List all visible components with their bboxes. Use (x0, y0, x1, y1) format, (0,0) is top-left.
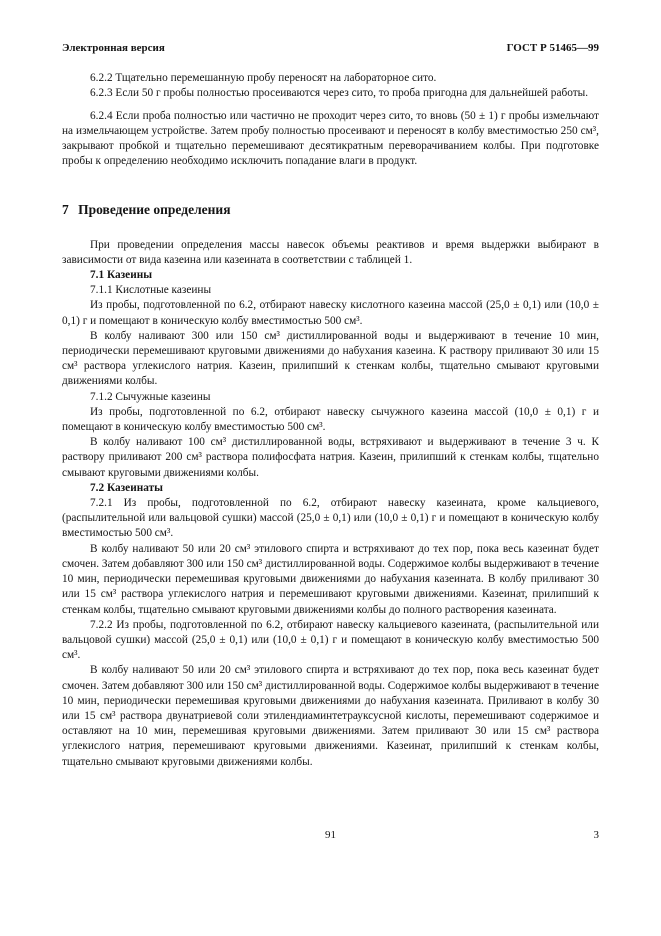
section-number: 7 (62, 202, 69, 218)
section-7-heading (62, 202, 599, 217)
paragraph-6-2-4: 6.2.4 Если проба полностью или частично не проходит через сито, то вновь (50 ± 1) г пробы измельчают на измельчающем устройстве. Затем пробу полностью просеивают и переносят в колбу вместимостью 250 см³, закрывают пробкой и тщательно перемешивают десятикратным переворачиванием колбы. При подготовке пробы к определению необходимо исключить попадание влаги в продукт. (62, 109, 599, 168)
section-7-intro: При проведении определения массы навесок объемы реактивов и время выдержки выбирают в зависимости от вида казеина или казеината в соответствии с таблицей 1. (62, 238, 599, 266)
subsection-7-2-title: 7.2 Казеинаты (90, 481, 163, 494)
paragraph-6-2-2: 6.2.2 Тщательно перемешанную пробу переносят на лабораторное сито. (90, 72, 437, 85)
header-standard-number: ГОСТ Р 51465—99 (506, 42, 599, 54)
paragraph-7-2-2-b: В колбу наливают 50 или 20 см³ этилового спирта и встряхивают до тех пор, пока весь казеинат будет смочен. Затем добавляют 300 или 150 см³ дистиллированной воды. Содержимое колбы выдерживают в течение 10 мин, периодически перемешивая круговыми движениями до набухания казеината. Приливают в колбу 30 или 15 см³ раствора двунатриевой соли этилендиаминтетрауксусной кислоты, перемешивают содержимое и оставляют на 10 мин, перемешивая круговыми движениями. Затем приливают 30 или 15 см³ раствора углекислого натрия, перемешивают круговыми движениями. Казеинат, прилипший к стенкам колбы, тщательно смывают круговыми движениями колбы. (62, 664, 599, 768)
paragraph-7-2-2-a: 7.2.2 Из пробы, подготовленной по 6.2, отбирают навеску кальциевого казеината, (распылительной или вальцовой сушки) массой (25,0 ± 0,1) или (10,0 ± 0,1) г и помещают в коническую колбу вместимостью 500 см³. (62, 618, 599, 662)
paragraph-7-2-1-b: В колбу наливают 50 или 20 см³ этилового спирта и встряхивают до тех пор, пока весь казеинат будет смочен. Затем добавляют 300 или 150 см³ дистиллированной воды. Содержимое колбы выдерживают в течение 10 мин, периодически перемешивая круговыми движениями до набухания казеината. В колбу приливают 30 или 15 см³ раствора углекислого натрия и перемешивают круговыми движениями. Казеинат, прилипший к стенкам колбы, тщательно смывают круговыми движениями колбы до полного растворения казеината. (62, 542, 599, 616)
footer-sheet-number: 3 (593, 829, 599, 841)
subsection-7-1-title: 7.1 Казеины (90, 269, 153, 282)
page-footer (62, 828, 599, 843)
subsection-7-1-2-title: 7.1.2 Сычужные казеины (90, 390, 211, 403)
footer-page-number: 91 (325, 829, 336, 841)
page-header (62, 41, 599, 56)
paragraph-7-1-2-b: В колбу наливают 100 см³ дистиллированной воды, встряхивают и выдерживают в течение 3 ч. К раствору приливают 200 см³ раствора полифосфата натрия. Казеин, прилипший к стенкам колбы, тщательно смывают круговыми движениями колбы. (62, 436, 599, 479)
paragraph-7-2-1-a: 7.2.1 Из пробы, подготовленной по 6.2, отбирают навеску казеината, кроме кальциевого, (распылительной или вальцовой сушки) массой (25,0 ± 0,1) или (10,0 ± 0,1) г и помещают в коническую колбу вместимостью 500 см³. (62, 497, 599, 540)
subsection-7-1-1-title: 7.1.1 Кислотные казеины (90, 284, 212, 297)
paragraph-7-1-2-a: Из пробы, подготовленной по 6.2, отбирают навеску сычужного казеина массой (10,0 ± 0,1) г и помещают в коническую колбу вместимостью 500 см³. (62, 405, 599, 434)
paragraph-7-1-1-a: Из пробы, подготовленной по 6.2, отбирают навеску кислотного казеина массой (25,0 ± 0,1) или (10,0 ± 0,1) г и помещают в коническую колбу вместимостью 500 см³. (62, 299, 599, 327)
header-edition-label: Электронная версия (62, 42, 165, 54)
section-title: Проведение определения (78, 202, 231, 218)
paragraph-6-2-3: 6.2.3 Если 50 г пробы полностью просеиваются через сито, то проба пригодна для дальнейшей работы. (90, 87, 589, 100)
paragraph-7-1-1-b: В колбу наливают 300 или 150 см³ дистиллированной воды и выдерживают в течение 10 мин, периодически перемешивают круговыми движениями до набухания казеина. К раствору приливают 30 или 15 см³ раствора углекислого натрия. Казеин, прилипший к стенкам колбы, тщательно смывают круговыми движениями колбы. (62, 329, 599, 388)
